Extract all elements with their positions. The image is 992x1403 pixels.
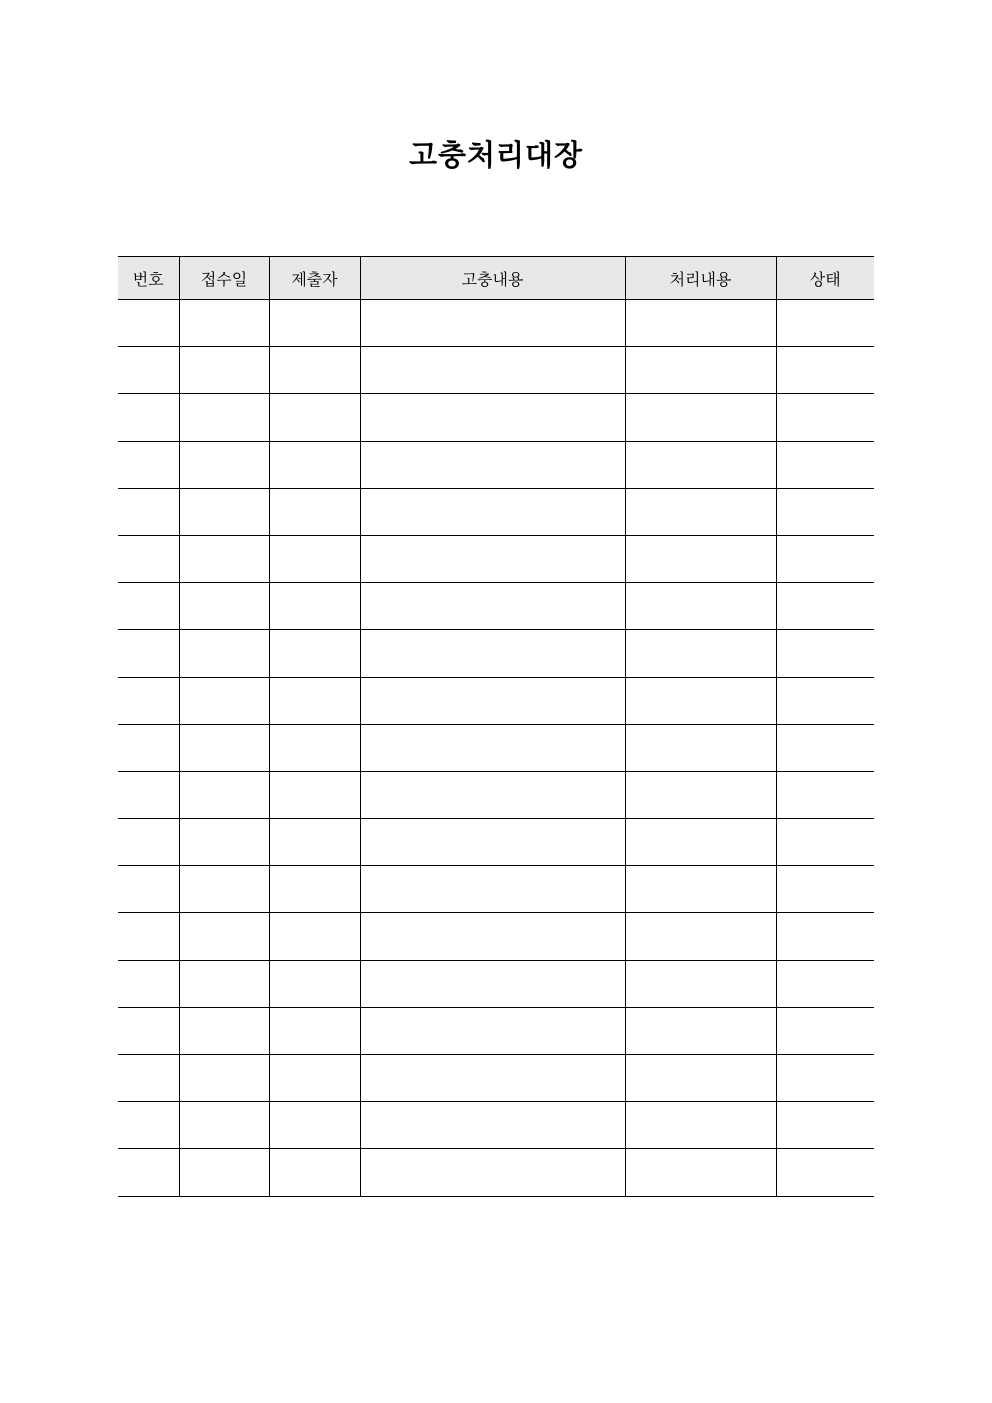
cell-handling-content[interactable] (625, 819, 776, 866)
cell-handling-content[interactable] (625, 866, 776, 913)
column-header-handling-content: 처리내용 (625, 257, 776, 300)
cell-number[interactable] (118, 394, 179, 441)
table-row (118, 1102, 874, 1149)
cell-received-date[interactable] (179, 819, 269, 866)
cell-number[interactable] (118, 535, 179, 582)
cell-grievance-content[interactable] (360, 1007, 625, 1054)
cell-status[interactable] (776, 866, 874, 913)
cell-submitter[interactable] (269, 771, 360, 818)
table-row (118, 347, 874, 394)
cell-number[interactable] (118, 819, 179, 866)
cell-status[interactable] (776, 300, 874, 347)
cell-received-date[interactable] (179, 535, 269, 582)
cell-received-date[interactable] (179, 771, 269, 818)
cell-status[interactable] (776, 819, 874, 866)
cell-received-date[interactable] (179, 677, 269, 724)
cell-status[interactable] (776, 1102, 874, 1149)
cell-number[interactable] (118, 1055, 179, 1102)
cell-received-date[interactable] (179, 347, 269, 394)
cell-submitter[interactable] (269, 677, 360, 724)
cell-handling-content[interactable] (625, 913, 776, 960)
column-header-number: 번호 (118, 257, 179, 300)
cell-received-date[interactable] (179, 724, 269, 771)
cell-status[interactable] (776, 1007, 874, 1054)
table-row (118, 441, 874, 488)
cell-submitter[interactable] (269, 1055, 360, 1102)
cell-submitter[interactable] (269, 1007, 360, 1054)
cell-number[interactable] (118, 441, 179, 488)
cell-submitter[interactable] (269, 441, 360, 488)
cell-submitter[interactable] (269, 866, 360, 913)
cell-received-date[interactable] (179, 488, 269, 535)
cell-grievance-content[interactable] (360, 960, 625, 1007)
table-row (118, 394, 874, 441)
cell-handling-content[interactable] (625, 960, 776, 1007)
cell-status[interactable] (776, 913, 874, 960)
cell-status[interactable] (776, 960, 874, 1007)
cell-status[interactable] (776, 441, 874, 488)
cell-status[interactable] (776, 724, 874, 771)
grievance-register-table (118, 256, 874, 1197)
cell-received-date[interactable] (179, 583, 269, 630)
cell-handling-content[interactable] (625, 441, 776, 488)
cell-grievance-content[interactable] (360, 488, 625, 535)
cell-number[interactable] (118, 300, 179, 347)
table-row (118, 724, 874, 771)
table-row (118, 1055, 874, 1102)
cell-grievance-content[interactable] (360, 1102, 625, 1149)
column-header-status: 상태 (776, 257, 874, 300)
cell-grievance-content[interactable] (360, 347, 625, 394)
cell-submitter[interactable] (269, 394, 360, 441)
table-body (118, 300, 874, 1197)
cell-submitter[interactable] (269, 347, 360, 394)
cell-handling-content[interactable] (625, 488, 776, 535)
cell-status[interactable] (776, 394, 874, 441)
cell-received-date[interactable] (179, 913, 269, 960)
cell-number[interactable] (118, 724, 179, 771)
cell-received-date[interactable] (179, 300, 269, 347)
table-row (118, 819, 874, 866)
cell-grievance-content[interactable] (360, 1149, 625, 1196)
table-row (118, 583, 874, 630)
cell-handling-content[interactable] (625, 771, 776, 818)
cell-handling-content[interactable] (625, 1055, 776, 1102)
cell-grievance-content[interactable] (360, 583, 625, 630)
cell-received-date[interactable] (179, 1055, 269, 1102)
table-row (118, 300, 874, 347)
cell-submitter[interactable] (269, 535, 360, 582)
document-title: 고충처리대장 (408, 138, 584, 172)
cell-number[interactable] (118, 1007, 179, 1054)
column-header-submitter: 제출자 (269, 257, 360, 300)
cell-number[interactable] (118, 866, 179, 913)
cell-number[interactable] (118, 583, 179, 630)
cell-submitter[interactable] (269, 724, 360, 771)
cell-grievance-content[interactable] (360, 677, 625, 724)
cell-grievance-content[interactable] (360, 1055, 625, 1102)
table-row (118, 866, 874, 913)
cell-handling-content[interactable] (625, 1102, 776, 1149)
cell-submitter[interactable] (269, 630, 360, 677)
cell-status[interactable] (776, 488, 874, 535)
cell-number[interactable] (118, 488, 179, 535)
cell-grievance-content[interactable] (360, 913, 625, 960)
cell-grievance-content[interactable] (360, 300, 625, 347)
cell-grievance-content[interactable] (360, 394, 625, 441)
cell-number[interactable] (118, 1102, 179, 1149)
table-row (118, 488, 874, 535)
cell-submitter[interactable] (269, 819, 360, 866)
table-row (118, 535, 874, 582)
cell-received-date[interactable] (179, 1007, 269, 1054)
table-header-row (118, 257, 874, 300)
cell-grievance-content[interactable] (360, 630, 625, 677)
cell-number[interactable] (118, 677, 179, 724)
cell-submitter[interactable] (269, 488, 360, 535)
table-row (118, 913, 874, 960)
cell-grievance-content[interactable] (360, 441, 625, 488)
table-row (118, 677, 874, 724)
cell-status[interactable] (776, 535, 874, 582)
cell-submitter[interactable] (269, 583, 360, 630)
cell-number[interactable] (118, 1149, 179, 1196)
cell-submitter[interactable] (269, 960, 360, 1007)
cell-submitter[interactable] (269, 300, 360, 347)
cell-received-date[interactable] (179, 630, 269, 677)
cell-number[interactable] (118, 960, 179, 1007)
cell-submitter[interactable] (269, 1149, 360, 1196)
cell-grievance-content[interactable] (360, 866, 625, 913)
cell-handling-content[interactable] (625, 1149, 776, 1196)
column-header-received-date: 접수일 (179, 257, 269, 300)
cell-received-date[interactable] (179, 960, 269, 1007)
cell-received-date[interactable] (179, 866, 269, 913)
cell-grievance-content[interactable] (360, 771, 625, 818)
cell-handling-content[interactable] (625, 724, 776, 771)
cell-handling-content[interactable] (625, 347, 776, 394)
cell-number[interactable] (118, 771, 179, 818)
cell-grievance-content[interactable] (360, 535, 625, 582)
cell-submitter[interactable] (269, 1102, 360, 1149)
table-row (118, 630, 874, 677)
table-row (118, 771, 874, 818)
table-row (118, 1149, 874, 1196)
cell-status[interactable] (776, 771, 874, 818)
cell-handling-content[interactable] (625, 583, 776, 630)
cell-received-date[interactable] (179, 1149, 269, 1196)
cell-received-date[interactable] (179, 394, 269, 441)
table-row (118, 1007, 874, 1054)
cell-grievance-content[interactable] (360, 724, 625, 771)
cell-status[interactable] (776, 1149, 874, 1196)
cell-handling-content[interactable] (625, 300, 776, 347)
cell-status[interactable] (776, 1055, 874, 1102)
cell-handling-content[interactable] (625, 535, 776, 582)
table-row (118, 960, 874, 1007)
column-header-grievance-content: 고충내용 (360, 257, 625, 300)
cell-status[interactable] (776, 630, 874, 677)
cell-handling-content[interactable] (625, 1007, 776, 1054)
cell-number[interactable] (118, 630, 179, 677)
cell-received-date[interactable] (179, 441, 269, 488)
cell-handling-content[interactable] (625, 677, 776, 724)
cell-status[interactable] (776, 347, 874, 394)
cell-submitter[interactable] (269, 913, 360, 960)
cell-status[interactable] (776, 677, 874, 724)
cell-grievance-content[interactable] (360, 819, 625, 866)
cell-number[interactable] (118, 347, 179, 394)
cell-received-date[interactable] (179, 1102, 269, 1149)
cell-status[interactable] (776, 583, 874, 630)
cell-handling-content[interactable] (625, 394, 776, 441)
cell-number[interactable] (118, 913, 179, 960)
cell-handling-content[interactable] (625, 630, 776, 677)
